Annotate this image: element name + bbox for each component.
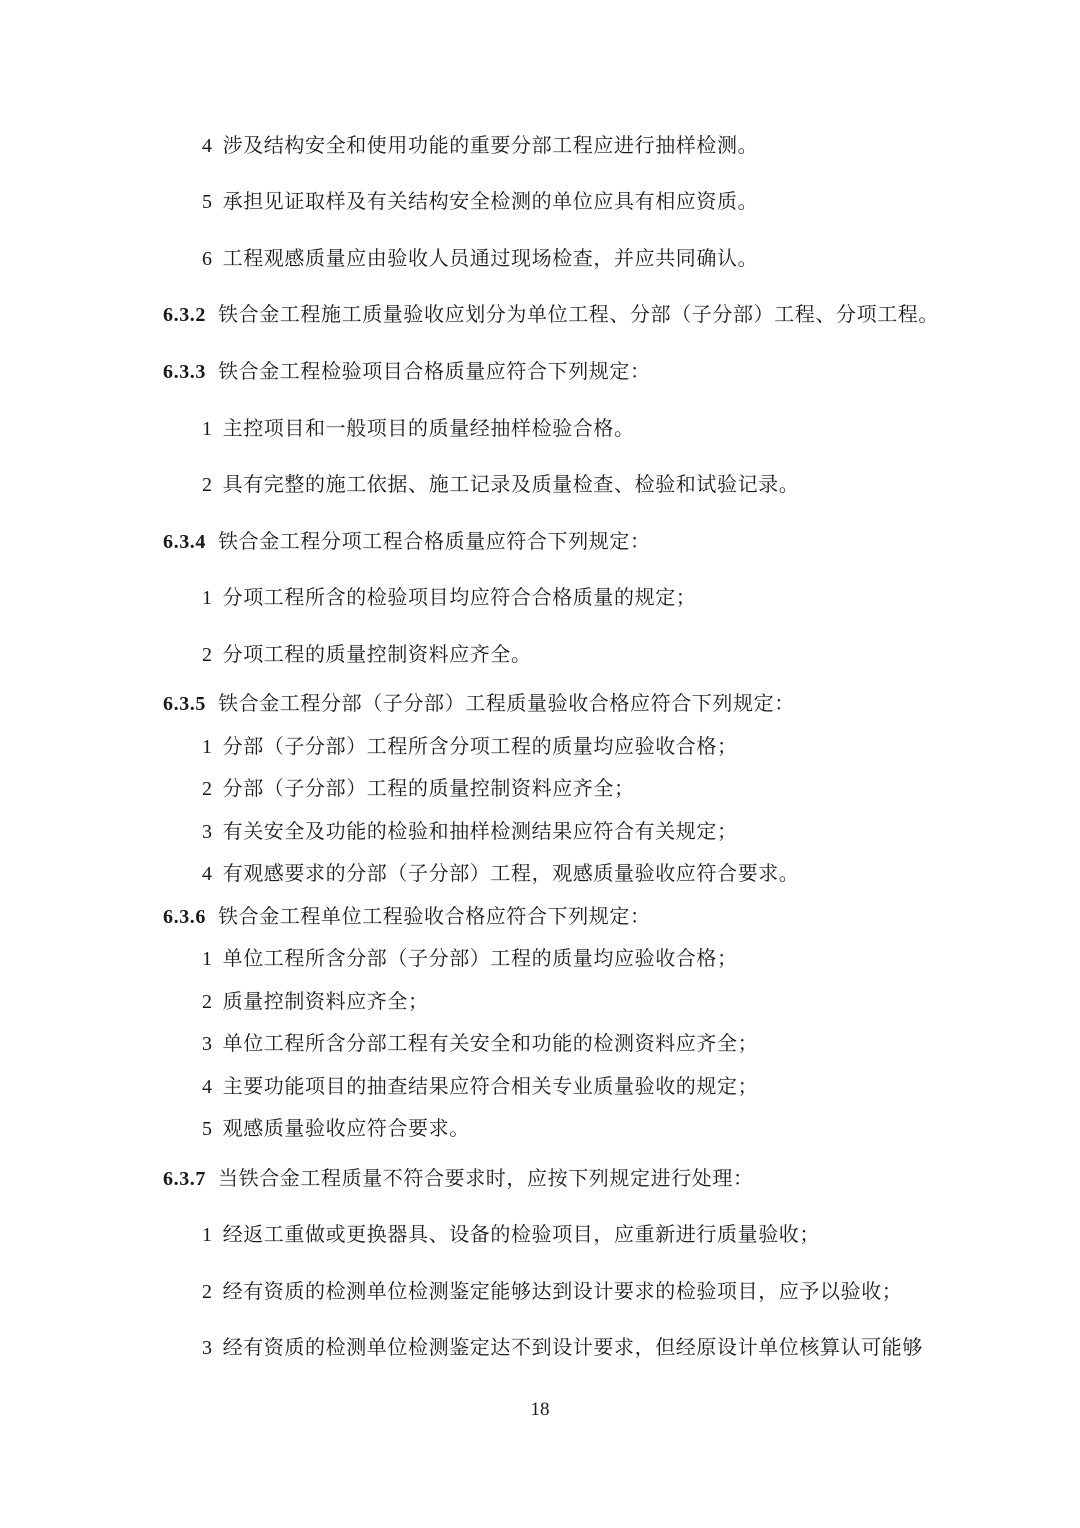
item-number: 2 (202, 644, 213, 666)
clause-text: 铁合金工程单位工程验收合格应符合下列规定： (218, 904, 651, 928)
item-number: 4 (202, 863, 213, 885)
item-number: 1 (202, 418, 213, 440)
item-number: 3 (202, 1033, 213, 1055)
item-text: 分部（子分部）工程所含分项工程的质量均应验收合格； (222, 734, 738, 758)
item-text: 具有完整的施工依据、施工记录及质量检查、检验和试验记录。 (222, 472, 800, 496)
item-text: 分项工程所含的检验项目均应符合合格质量的规定； (222, 585, 697, 609)
item-number: 5 (202, 1118, 213, 1140)
clause-number: 6.3.6 (163, 906, 206, 928)
clause-text: 铁合金工程检验项目合格质量应符合下列规定： (218, 359, 651, 383)
item-text: 主控项目和一般项目的质量经抽样检验合格。 (222, 416, 635, 440)
item-text: 单位工程所含分部（子分部）工程的质量均应验收合格； (222, 946, 738, 970)
clause-text: 当铁合金工程质量不符合要求时，应按下列规定进行处理： (218, 1166, 754, 1190)
item-number: 1 (202, 736, 213, 758)
item-number: 4 (202, 135, 213, 157)
clause-heading (163, 689, 795, 718)
item-number: 3 (202, 821, 213, 843)
clause-text: 铁合金工程分部（子分部）工程质量验收合格应符合下列规定： (218, 691, 795, 715)
list-item (202, 732, 738, 761)
item-text: 分项工程的质量控制资料应齐全。 (222, 642, 532, 666)
list-item (202, 1072, 758, 1101)
item-text: 承担见证取样及有关结构安全检测的单位应具有相应资质。 (222, 189, 759, 213)
list-item (202, 414, 635, 443)
item-text: 经有资质的检测单位检测鉴定能够达到设计要求的检验项目，应予以验收； (222, 1279, 903, 1303)
list-item (202, 1220, 820, 1249)
item-number: 1 (202, 587, 213, 609)
clause-number: 6.3.4 (163, 531, 206, 553)
item-text: 主要功能项目的抽查结果应符合相关专业质量验收的规定； (222, 1074, 759, 1098)
list-item (202, 1333, 923, 1362)
item-text: 质量控制资料应齐全； (222, 989, 429, 1013)
list-item (202, 1029, 758, 1058)
list-item (202, 1114, 470, 1143)
list-item (202, 187, 758, 216)
item-text: 单位工程所含分部工程有关安全和功能的检测资料应齐全； (222, 1031, 759, 1055)
clause-number: 6.3.3 (163, 361, 206, 383)
item-text: 有关安全及功能的检验和抽样检测结果应符合有关规定； (222, 819, 738, 843)
item-text: 工程观感质量应由验收人员通过现场检查，并应共同确认。 (222, 246, 759, 270)
item-text: 经返工重做或更换器具、设备的检验项目，应重新进行质量验收； (222, 1222, 821, 1246)
item-number: 2 (202, 474, 213, 496)
item-number: 2 (202, 778, 213, 800)
list-item (202, 987, 429, 1016)
clause-heading (163, 902, 651, 931)
item-number: 1 (202, 1224, 213, 1246)
clause-heading (163, 1164, 754, 1193)
clause-heading (163, 357, 651, 386)
clause-number: 6.3.2 (163, 304, 206, 326)
page-number: 18 (530, 1399, 550, 1420)
list-item (202, 583, 696, 612)
list-item (202, 774, 635, 803)
clause-heading (163, 300, 939, 329)
list-item (202, 244, 758, 273)
item-text: 涉及结构安全和使用功能的重要分部工程应进行抽样检测。 (222, 133, 759, 157)
item-text: 观感质量验收应符合要求。 (222, 1116, 470, 1140)
item-number: 5 (202, 191, 213, 213)
item-text: 经有资质的检测单位检测鉴定达不到设计要求，但经原设计单位核算认可能够 (222, 1335, 924, 1359)
clause-text: 铁合金工程施工质量验收应划分为单位工程、分部（子分部）工程、分项工程。 (218, 302, 939, 326)
clause-number: 6.3.7 (163, 1168, 206, 1190)
item-number: 1 (202, 948, 213, 970)
list-item (202, 859, 799, 888)
item-number: 2 (202, 991, 213, 1013)
item-text: 分部（子分部）工程的质量控制资料应齐全； (222, 776, 635, 800)
clause-number: 6.3.5 (163, 693, 206, 715)
item-number: 3 (202, 1337, 213, 1359)
clause-heading (163, 527, 651, 556)
list-item (202, 817, 738, 846)
list-item (202, 1277, 902, 1306)
item-number: 4 (202, 1076, 213, 1098)
list-item (202, 640, 532, 669)
list-item (202, 944, 738, 973)
list-item (202, 131, 758, 160)
item-number: 2 (202, 1281, 213, 1303)
list-item (202, 470, 799, 499)
clause-text: 铁合金工程分项工程合格质量应符合下列规定： (218, 529, 651, 553)
item-number: 6 (202, 248, 213, 270)
item-text: 有观感要求的分部（子分部）工程，观感质量验收应符合要求。 (222, 861, 800, 885)
